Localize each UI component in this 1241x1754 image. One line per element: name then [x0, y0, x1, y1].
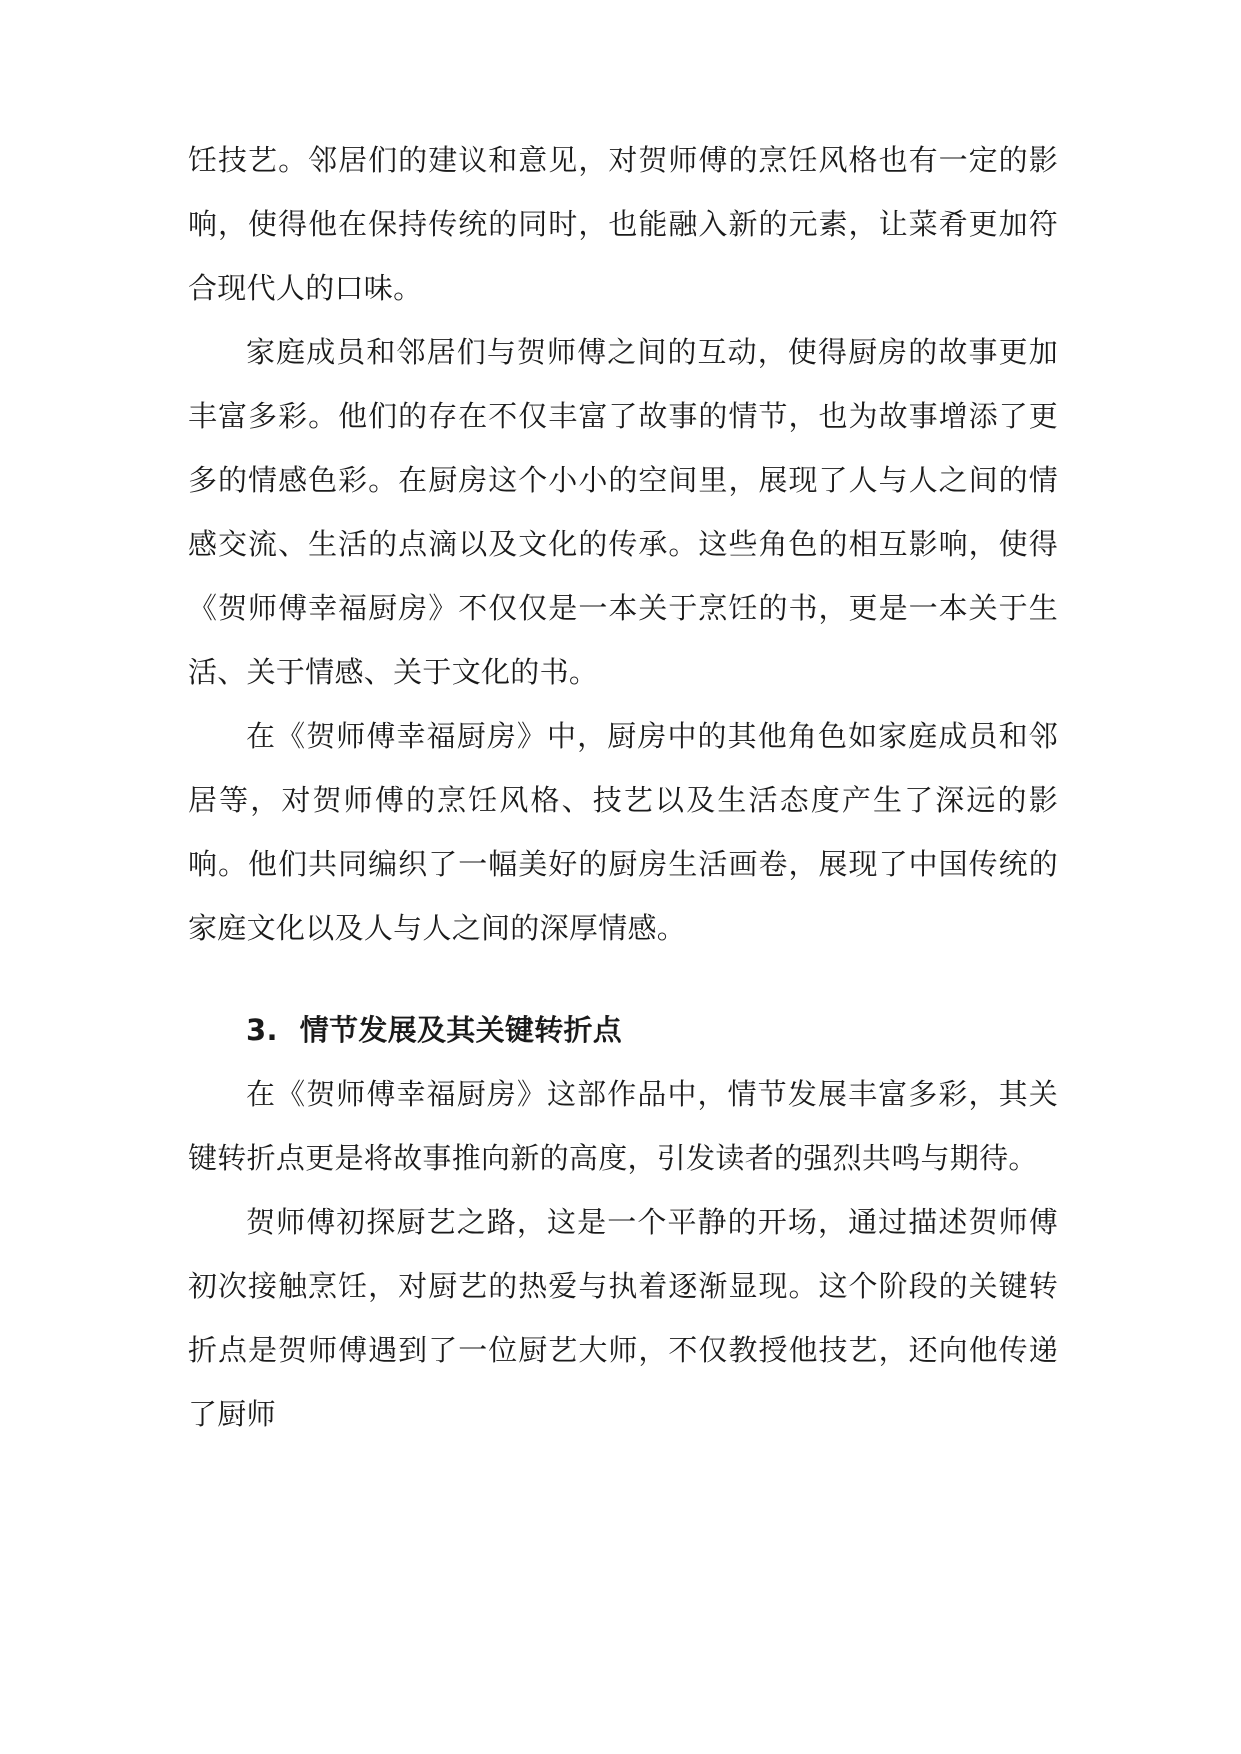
paragraph-continuation: 饪技艺。邻居们的建议和意见，对贺师傅的烹饪风格也有一定的影响，使得他在保持传统的同时，也能融入新的元素，让菜肴更加符合现代人的口味。: [188, 143, 1058, 305]
section-number: 3.: [246, 1013, 278, 1047]
paragraph-plot-beginning: 贺师傅初探厨艺之路，这是一个平静的开场，通过描述贺师傅初次接触烹饪，对厨艺的热爱与执着逐渐显现。这个阶段的关键转折点是贺师傅遇到了一位厨艺大师，不仅教授他技艺，还向他传递了厨师: [188, 1205, 1058, 1431]
paragraph-plot-intro: 在《贺师傅幸福厨房》这部作品中，情节发展丰富多彩，其关键转折点更是将故事推向新的高度，引发读者的强烈共鸣与期待。: [188, 1077, 1058, 1175]
paragraph-interaction: 家庭成员和邻居们与贺师傅之间的互动，使得厨房的故事更加丰富多彩。他们的存在不仅丰富了故事的情节，也为故事增添了更多的情感色彩。在厨房这个小小的空间里，展现了人与人之间的情感交流、生活的点滴以及文化的传承。这些角色的相互影响，使得《贺师傅幸福厨房》不仅仅是一本关于烹饪的书，更是一本关于生活、关于情感、关于文化的书。: [188, 335, 1058, 689]
document-page: [188, 128, 1058, 1446]
section-heading: [188, 998, 1058, 1062]
section-title: 情节发展及其关键转折点: [299, 1013, 623, 1047]
paragraph-summary: 在《贺师傅幸福厨房》中，厨房中的其他角色如家庭成员和邻居等，对贺师傅的烹饪风格、技艺以及生活态度产生了深远的影响。他们共同编织了一幅美好的厨房生活画卷，展现了中国传统的家庭文化以及人与人之间的深厚情感。: [188, 719, 1058, 945]
